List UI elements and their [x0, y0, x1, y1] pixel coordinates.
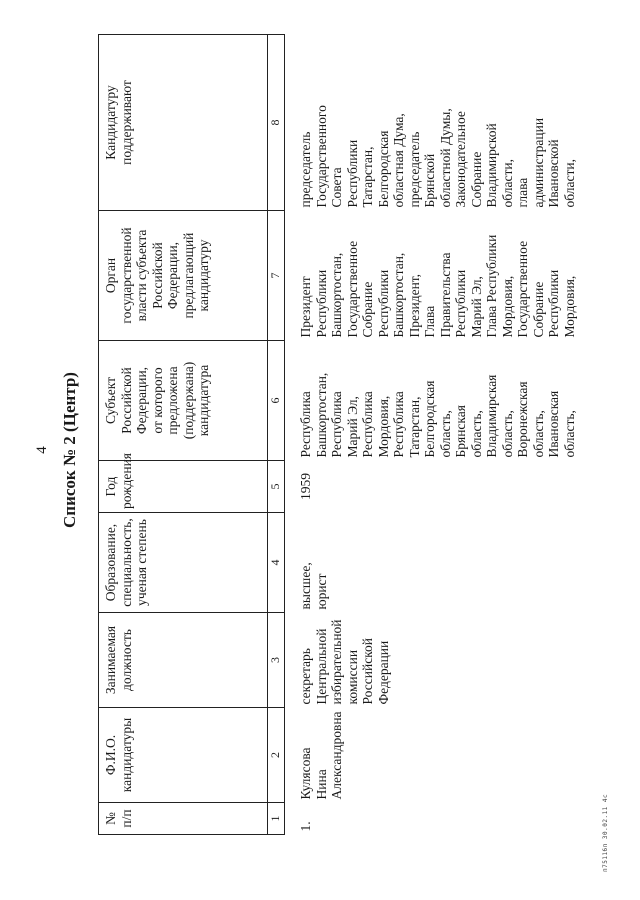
column-number-row [268, 35, 285, 835]
row-number: 1. [298, 821, 313, 832]
header-number: № п/п [99, 803, 268, 835]
rotated-document-page [20, 20, 620, 880]
column-number: 1 [268, 803, 285, 835]
column-number: 5 [268, 461, 285, 513]
column-number: 3 [268, 613, 285, 708]
header-subject: Субъект Российской Федерации, от которого предложена (поддержана) кандидатура [99, 341, 268, 461]
candidate-name: Кулясова Нина Александровна [298, 711, 344, 800]
candidate-position: секретарь Центральной избирательной комиссии Российской Федерации [298, 619, 391, 705]
list-title: Список № 2 (Центр) [60, 372, 79, 528]
column-number: 4 [268, 513, 285, 613]
header-birth-year: Год рождения [99, 461, 268, 513]
column-number: 8 [268, 35, 285, 211]
header-organ: Орган государственной власти субъекта Российской Федерации, предлагающий кандидатуру [99, 211, 268, 341]
header-full-name: Ф.И.О. кандидатуры [99, 708, 268, 803]
table-row [295, 35, 580, 835]
proposing-organs: Президент Республики Башкортостан, Государственное Собрание Республики Башкортостан, Президент, Глава Правительства Республики Марий Эл, Глава Республики Мордовия, Государственное Собрание Республики Мордовия, [298, 234, 577, 338]
candidates-table [98, 34, 580, 835]
header-education: Образование, специальность, ученая степень [99, 513, 268, 613]
header-position: Занимаемая должность [99, 613, 268, 708]
footer-code: п75116п 30.02.11 4с [602, 793, 609, 872]
page-number: 4 [34, 446, 50, 454]
header-support: Кандидатуру поддерживают [99, 35, 268, 211]
proposing-subjects: Республика Башкортостан, Республика Марий Эл, Республика Мордовия, Республика Татарстан, Белгородская область, Брянская область, Владимирская область, Воронежская область, Ивановская область, [298, 372, 577, 458]
column-number: 6 [268, 341, 285, 461]
column-number: 2 [268, 708, 285, 803]
candidate-birth-year: 1959 [298, 473, 313, 500]
candidate-education: высшее, юрист [298, 562, 329, 610]
column-number: 7 [268, 211, 285, 341]
supporters: председатель Государственного Совета Республики Татарстан, Белгородская областная Дума, председатель Брянской областной Думы, Законодательное Собрание Владимирской области, глава администрации Ивановской области, [298, 105, 577, 208]
header-row [99, 35, 268, 835]
